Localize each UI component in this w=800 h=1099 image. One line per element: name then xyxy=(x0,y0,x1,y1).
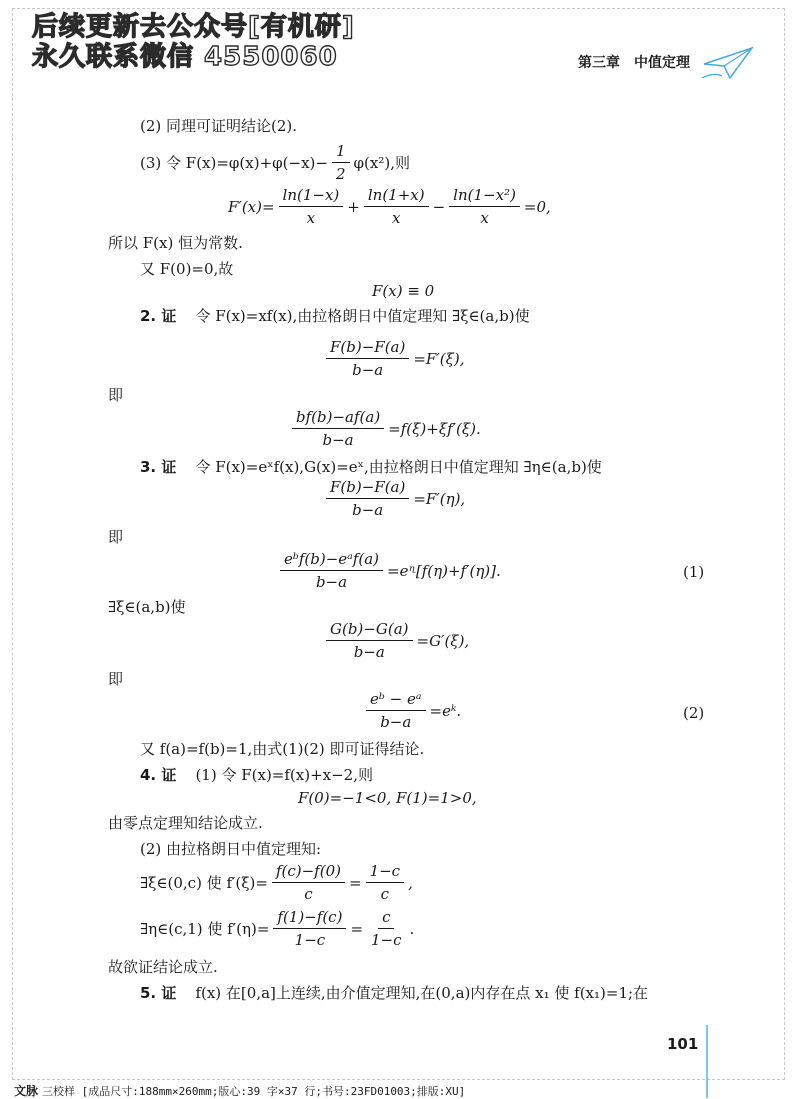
text-line: 故欲证结论成立. xyxy=(108,958,218,976)
text-line: (2) 由拉格朗日中值定理知: xyxy=(140,840,322,858)
fraction xyxy=(449,186,520,227)
paragraph-3 xyxy=(140,456,602,478)
fraction xyxy=(279,186,344,227)
footer-brand: 文脉 xyxy=(14,1084,39,1098)
fraction xyxy=(326,338,409,379)
paragraph-4 xyxy=(140,764,373,786)
equation-rhs: =0, xyxy=(523,197,551,216)
fraction xyxy=(292,408,384,449)
equation-line xyxy=(140,862,413,903)
fraction xyxy=(326,620,413,661)
equation-block xyxy=(322,620,469,661)
numerator: c xyxy=(378,908,394,929)
fraction xyxy=(366,690,426,731)
equation-block xyxy=(322,338,464,379)
denominator: b−a xyxy=(352,361,384,379)
text-line: 又 f(a)=f(b)=1,由式(1)(2) 即可证得结论. xyxy=(140,740,425,758)
operator: − xyxy=(432,197,446,216)
page-marker-bar xyxy=(706,1025,708,1098)
denominator: b−a xyxy=(315,573,348,591)
numerator: G(b)−G(a) xyxy=(326,620,413,641)
numerator: eᵇf(b)−eᵃf(a) xyxy=(280,550,383,571)
equation-block xyxy=(372,282,434,300)
denominator: b−a xyxy=(380,713,412,731)
fraction xyxy=(280,550,383,591)
numerator: F(b)−F(a) xyxy=(326,338,409,359)
numerator: f(1)−f(c) xyxy=(273,908,346,929)
watermark-line-2: 永久联系微信 4550060 xyxy=(32,42,338,72)
denominator: x xyxy=(306,209,316,227)
text-line: (2) 同理可证明结论(2). xyxy=(140,117,298,135)
numerator: ln(1−x²) xyxy=(449,186,520,207)
fraction xyxy=(326,478,409,519)
numerator: eᵇ − eᵃ xyxy=(366,690,426,711)
denominator: 1−c xyxy=(371,931,402,949)
text-line: 即 xyxy=(108,386,124,404)
text-line: 即 xyxy=(108,670,124,688)
equation-rhs: =F′(η), xyxy=(413,489,466,508)
fraction xyxy=(364,186,429,227)
punctuation: , xyxy=(408,873,413,892)
denominator: b−a xyxy=(322,431,354,449)
equation-number: (2) xyxy=(683,704,705,722)
text-segment: ∃ξ∈(0,c) 使 f′(ξ)= xyxy=(140,874,268,892)
denominator: 1−c xyxy=(294,931,326,949)
equation-block xyxy=(298,789,477,807)
equation-rhs: =eᶯ[f(η)+f′(η)]. xyxy=(387,561,501,580)
problem-number: 4. 证 xyxy=(140,766,177,784)
fraction xyxy=(272,862,345,903)
fraction xyxy=(273,908,346,949)
equation: F(0)=−1<0, F(1)=1>0, xyxy=(298,789,477,807)
text-line: 所以 F(x) 恒为常数. xyxy=(108,234,243,252)
numerator: f(c)−f(0) xyxy=(272,862,345,883)
text-segment: ∃η∈(c,1) 使 f′(η)= xyxy=(140,920,270,938)
equation-line xyxy=(140,908,414,949)
numerator: F(b)−F(a) xyxy=(326,478,409,499)
paragraph-text: (1) 令 F(x)=f(x)+x−2,则 xyxy=(195,766,373,784)
equation-block xyxy=(276,550,501,591)
footer-info: 三校样 [成品尺寸:188mm×260mm;版心:39 字×37 行;书号:23FD01003;排版:XU] xyxy=(42,1085,466,1098)
numerator: 1−c xyxy=(366,862,405,883)
paragraph-text: f(x) 在[0,a]上连续,由介值定理知,在(0,a)内存在点 x₁ 使 f(x₁)=1;在 xyxy=(195,984,649,1002)
equation-rhs: =eᵏ. xyxy=(429,701,462,720)
denominator: c xyxy=(304,885,313,903)
operator: = xyxy=(350,919,364,938)
equation-lhs: F′(x)= xyxy=(228,197,275,216)
paragraph-text: 令 F(x)=eˣf(x),G(x)=eˣ,由拉格朗日中值定理知 ∃η∈(a,b)使 xyxy=(195,458,602,476)
footer xyxy=(14,1082,465,1099)
text-line: ∃ξ∈(a,b)使 xyxy=(108,598,186,616)
text-line: 由零点定理知结论成立. xyxy=(108,814,263,832)
text-segment: φ(x²),则 xyxy=(353,154,410,172)
equation-rhs: =f(ξ)+ξf′(ξ). xyxy=(388,419,481,438)
paper-plane-icon xyxy=(700,44,756,84)
equation-line xyxy=(140,142,410,183)
fraction xyxy=(366,862,405,903)
paragraph-text: 令 F(x)=xf(x),由拉格朗日中值定理知 ∃ξ∈(a,b)使 xyxy=(195,307,530,325)
fraction xyxy=(332,142,350,183)
fraction xyxy=(367,908,406,949)
equation-rhs: =G′(ξ), xyxy=(416,631,470,650)
equation-rhs: =F′(ξ), xyxy=(413,349,465,368)
paragraph-5 xyxy=(140,982,648,1004)
denominator: c xyxy=(380,885,390,903)
denominator: b−a xyxy=(353,643,385,661)
problem-number: 2. 证 xyxy=(140,307,177,325)
text-line: 即 xyxy=(108,528,124,546)
numerator: ln(1−x) xyxy=(279,186,344,207)
denominator: b−a xyxy=(352,501,384,519)
operator: + xyxy=(347,197,360,216)
text-line: 又 F(0)=0,故 xyxy=(140,260,234,278)
equation-number: (1) xyxy=(683,563,705,581)
equation-block xyxy=(288,408,481,449)
numerator: 1 xyxy=(332,142,350,163)
denominator: 2 xyxy=(335,165,346,183)
operator: = xyxy=(348,873,362,892)
punctuation: . xyxy=(409,919,415,938)
equation-block xyxy=(228,186,551,227)
watermark-line-1: 后续更新去公众号[有机研] xyxy=(32,12,355,42)
numerator: ln(1+x) xyxy=(364,186,429,207)
equation-block xyxy=(362,690,461,731)
denominator: x xyxy=(480,209,489,227)
numerator: bf(b)−af(a) xyxy=(292,408,384,429)
paragraph-2 xyxy=(140,305,530,327)
problem-number: 3. 证 xyxy=(140,458,177,476)
text-segment: (3) 令 F(x)=φ(x)+φ(−x)− xyxy=(140,154,328,172)
equation-block xyxy=(322,478,465,519)
problem-number: 5. 证 xyxy=(140,984,177,1002)
page-number: 101 xyxy=(667,1035,699,1053)
denominator: x xyxy=(391,209,401,227)
equation: F(x) ≡ 0 xyxy=(372,282,435,300)
chapter-title: 第三章 中值定理 xyxy=(578,55,690,71)
